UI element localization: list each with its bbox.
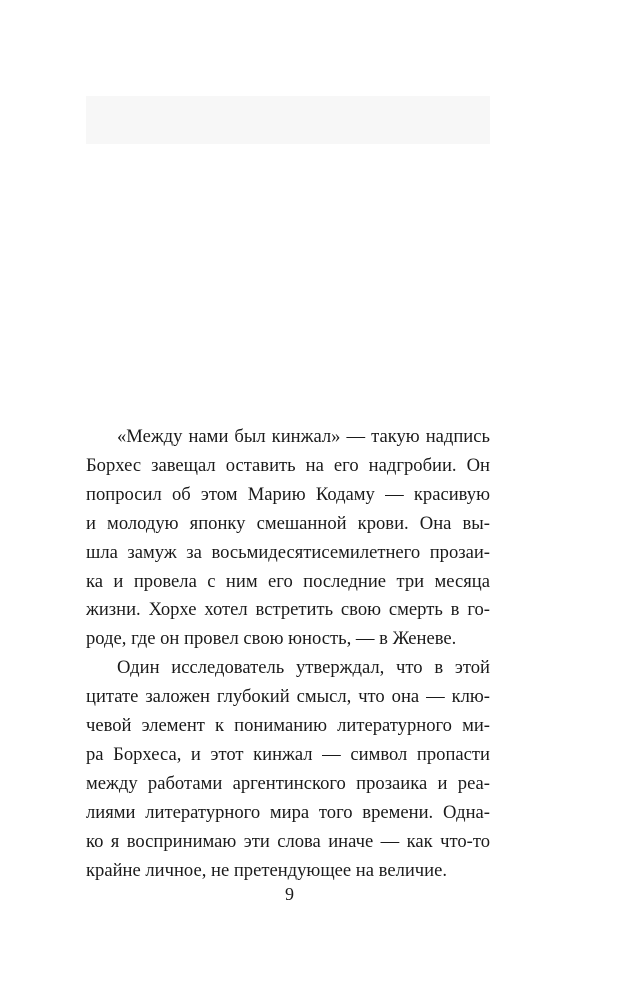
text-line: жизни. Хорхе хотел встретить свою смерть в го-: [86, 599, 490, 621]
text-line: чевой элемент к пониманию литературного ми-: [86, 715, 490, 737]
page-number: 9: [285, 884, 294, 904]
text-line: цитате заложен глубокий смысл, что она — клю-: [86, 686, 490, 708]
text-line: крайне личное, не претендующее на величие.: [86, 859, 447, 881]
text-line: и молодую японку смешанной крови. Она вы-: [86, 512, 490, 534]
text-line: Борхес завещал оставить на его надгробии. Он: [86, 454, 490, 476]
body-text: [86, 423, 490, 886]
text-line: роде, где он провел свою юность, — в Женеве.: [86, 628, 457, 650]
text-line: ра Борхеса, и этот кинжал — символ пропасти: [86, 743, 490, 765]
paragraph-1: [86, 423, 490, 654]
text-line: «Между нами был кинжал» — такую надпись: [117, 426, 490, 447]
paragraph-2: [86, 654, 490, 885]
text-line: ка и провела с ним его последние три месяца: [86, 570, 490, 592]
text-line: Один исследователь утверждал, что в этой: [117, 657, 490, 679]
header-band: [86, 96, 490, 144]
text-line: шла замуж за восьмидесятисемилетнего прозаи-: [86, 541, 490, 563]
text-line: попросил об этом Марию Кодаму — красивую: [86, 483, 490, 505]
text-line: лиями литературного мира того времени. Одна-: [86, 801, 490, 823]
text-line: ко я воспринимаю эти слова иначе — как что-то: [86, 830, 490, 852]
text-line: между работами аргентинского прозаика и реа-: [86, 772, 490, 794]
